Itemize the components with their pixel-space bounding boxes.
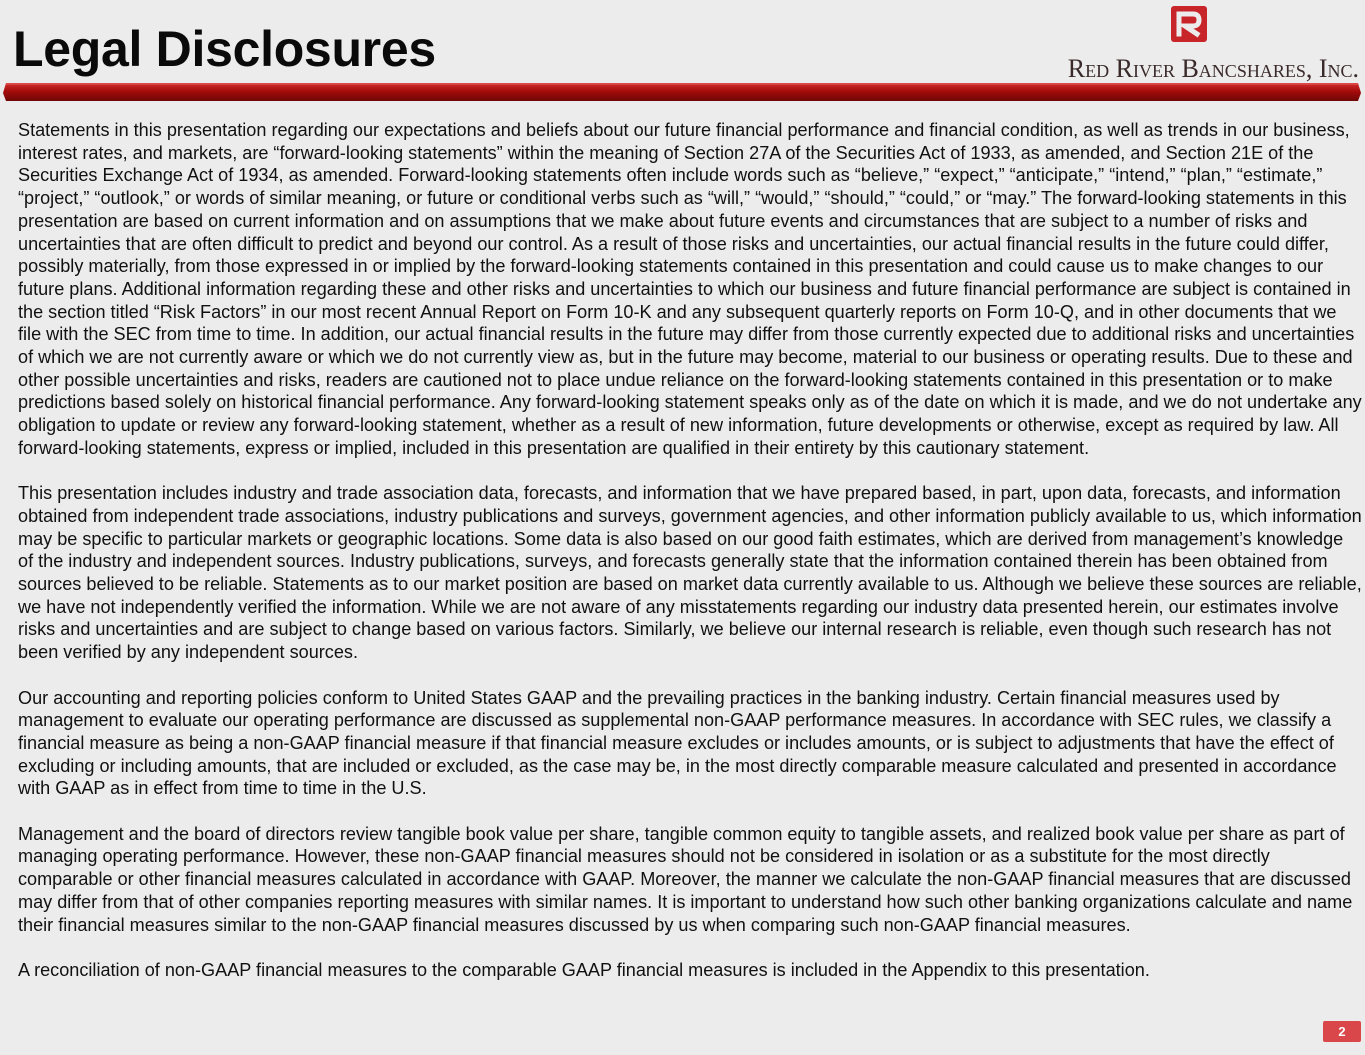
- red-river-r-logo-icon: [1169, 4, 1209, 44]
- disclosure-paragraph: This presentation includes industry and trade association data, forecasts, and information that we have prepared based, in part, upon data, forecasts, and information obtained from independent trade associations, industry publications and surveys, government agencies, and other information publicly available to us, which information may be specific to particular markets or geographic locations. Some data is also based on our good faith estimates, which are derived from management’s knowledge of the industry and independent sources. Industry publications, surveys, and forecasts generally state that the information contained therein has been obtained from sources believed to be reliable. Statements as to our market position are based on market data currently available to us. Although we believe these sources are reliable, we have not independently verified the information. While we are not aware of any misstatements regarding our industry data presented herein, our estimates involve risks and uncertainties and are subject to change based on various factors. Similarly, we believe our internal research is reliable, even though such research has not been verified by any independent sources.: [18, 483, 1362, 663]
- company-logo: [1029, 4, 1359, 84]
- disclosure-paragraph: Management and the board of directors review tangible book value per share, tangible common equity to tangible assets, and realized book value per share as part of managing operating performance. However, these non-GAAP financial measures should not be considered in isolation or as a substitute for the most directly comparable or other financial measures calculated in accordance with GAAP. Moreover, the manner we calculate the non-GAAP financial measures that are discussed may differ from that of other companies reporting measures with similar names. It is important to understand how such other banking organizations calculate and name their financial measures similar to the non-GAAP financial measures discussed by us when comparing such non-GAAP financial measures.: [18, 823, 1353, 935]
- disclosure-paragraph: A reconciliation of non-GAAP financial measures to the comparable GAAP financial measures is included in the Appendix to this presentation.: [18, 959, 1150, 980]
- disclosure-paragraph: Our accounting and reporting policies conform to United States GAAP and the prevailing practices in the banking industry. Certain financial measures used by management to evaluate our operating performance are discussed as supplemental non-GAAP performance measures. In accordance with SEC rules, we classify a financial measure as being a non-GAAP financial measure if that financial measure excludes or includes amounts, or is subject to adjustments that have the effect of excluding or including amounts, that are included or excluded, as the case may be, in the most directly comparable measure calculated and presented in accordance with GAAP as in effect from time to time in the U.S.: [18, 687, 1337, 799]
- company-name: Red River Bancshares, Inc.: [1067, 54, 1359, 83]
- disclosure-paragraph: Statements in this presentation regarding our expectations and beliefs about our future financial performance and financial condition, as well as trends in our business, interest rates, and markets, are “forward-looking statements” within the meaning of Section 27A of the Securities Act of 1933, as amended, and Section 21E of the Securities Exchange Act of 1934, as amended. Forward-looking statements often include words such as “believe,” “expect,” “anticipate,” “intend,” “plan,” “estimate,” “project,” “outlook,” or words of similar meaning, or future or conditional verbs such as “will,” “would,” “should,” “could,” or “may.” The forward-looking statements in this presentation are based on current information and on assumptions that we make about future events and circumstances that are subject to a number of risks and uncertainties that are often difficult to predict and beyond our control. As a result of those risks and uncertainties, our actual financial results in the future could differ, possibly materially, from those expressed in or implied by the forward-looking statements contained in this presentation and could cause us to make changes to our future plans. Additional information regarding these and other risks and uncertainties to which our business and future financial performance are subject is contained in the section titled “Risk Factors” in our most recent Annual Report on Form 10-K and any subsequent quarterly reports on Form 10-Q, and in other documents that we file with the SEC from time to time. In addition, our actual financial results in the future may differ from those currently expected due to additional risks and uncertainties of which we are not currently aware or which we do not currently view as, but in the future may become, material to our business or operating results. Due to these and other possible uncertainties and risks, readers are cautioned not to place undue reliance on the forward-looking statements contained in this presentation or to make predictions based solely on historical financial performance. Any forward-looking statement speaks only as of the date on which it is made, and we do not undertake any obligation to update or review any forward-looking statement, whether as a result of new information, future developments or otherwise, except as required by law. All forward-looking statements, express or implied, included in this presentation are qualified in their entirety by this cautionary statement.: [18, 120, 1362, 458]
- disclosure-body: [18, 119, 1363, 1004]
- title-underline-bar: [2, 82, 1362, 104]
- page-number-badge: 2: [1323, 1021, 1361, 1042]
- page-title: Legal Disclosures: [13, 21, 436, 77]
